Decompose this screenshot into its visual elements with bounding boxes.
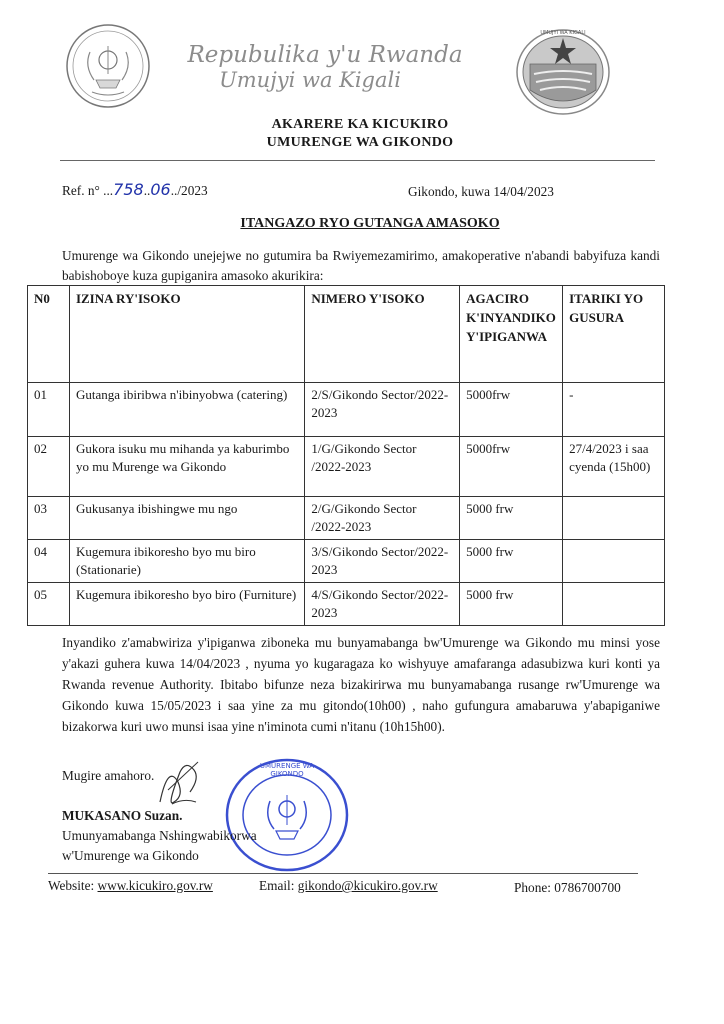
header-divider xyxy=(60,160,655,161)
cell-tender-number: 4/S/Gikondo Sector/2022-2023 xyxy=(305,583,460,626)
reference-suffix: ../2023 xyxy=(170,183,208,198)
table-row xyxy=(28,583,665,626)
table-row xyxy=(28,497,665,540)
reference-dots: ... xyxy=(103,183,114,198)
district-name: AKARERE KA KICUKIRO xyxy=(271,117,449,132)
cell-tender-number: 1/G/Gikondo Sector /2022-2023 xyxy=(305,437,460,497)
tenders-table xyxy=(27,285,665,626)
footer-phone xyxy=(514,880,621,896)
cell-tender-name: Gutanga ibiribwa n'ibinyobwa (catering) xyxy=(69,383,304,437)
cell-no: 02 xyxy=(28,437,70,497)
reference-dots: .. xyxy=(143,183,151,198)
rwanda-coat-of-arms-seal xyxy=(62,22,154,110)
letterhead-country: Repubulika y'u Rwanda xyxy=(187,42,463,68)
cell-visit-date: - xyxy=(563,383,665,437)
cell-document-value: 5000 frw xyxy=(460,583,563,626)
cell-no: 03 xyxy=(28,497,70,540)
cell-tender-number: 2/G/Gikondo Sector /2022-2023 xyxy=(305,497,460,540)
email-label: Email: xyxy=(259,878,295,893)
header-tender-number: NIMERO Y'ISOKO xyxy=(305,286,460,383)
header-document-value: AGACIRO K'INYANDIKO Y'IPIGANWA xyxy=(460,286,563,383)
letterhead-city: Umujyi wa Kigali xyxy=(219,68,401,92)
kigali-city-seal xyxy=(508,20,618,118)
official-stamp xyxy=(222,755,352,875)
email-link[interactable]: gikondo@kicukiro.gov.rw xyxy=(297,878,438,893)
reference-line xyxy=(62,180,362,201)
cell-document-value: 5000 frw xyxy=(460,497,563,540)
table-row xyxy=(28,540,665,583)
table-header-row xyxy=(28,286,665,383)
phone-number: 0786700700 xyxy=(554,880,621,895)
cell-document-value: 5000frw xyxy=(460,383,563,437)
cell-no: 04 xyxy=(28,540,70,583)
reference-prefix: Ref. n° xyxy=(62,183,100,198)
cell-visit-date: 27/4/2023 i saa cyenda (15h00) xyxy=(563,437,665,497)
header-no: N0 xyxy=(28,286,70,383)
intro-paragraph: Umurenge wa Gikondo unejejwe no gutumira ba Rwiyemezamirimo, amakoperative n'abandi babyifuza kandi babishoboye kuza gupiganira amasoko akurikira: xyxy=(62,248,660,283)
table-row xyxy=(28,437,665,497)
website-link[interactable]: www.kicukiro.gov.rw xyxy=(97,878,213,893)
place-and-date: Gikondo, kuwa 14/04/2023 xyxy=(408,184,554,199)
website-label: Website: xyxy=(48,878,95,893)
signatory-title: w'Umurenge wa Gikondo xyxy=(62,848,199,863)
seal-text: UMUJYI WA KIGALI xyxy=(540,30,586,36)
cell-tender-number: 3/S/Gikondo Sector/2022-2023 xyxy=(305,540,460,583)
stamp-text: UMURENGE WA GIKONDO xyxy=(259,762,315,778)
handwritten-signature xyxy=(150,752,210,814)
header-visit-date: ITARIKI YO GUSURA xyxy=(563,286,665,383)
footer-divider xyxy=(48,873,638,874)
instructions-paragraph: Inyandiko z'amabwiriza y'ipiganwa ziboneka mu bunyamabanga bw'Umurenge wa Gikondo mu minsi yose y'akazi guhera kuwa 14/04/2023 , nyuma yo kugaragaza ko wishyuye amafaranga adasubizwa kuri konti ya Rwanda revenue Authority. Ibitabo bifunze neza bizakirirwa mu bunyamabanga rusange rw'Umurenge wa Gikondo kuwa 15/05/2023 i saa yine za mu gitondo(10h00) , naho gufungura amabaruwa y'abapiganiwe bizakorwa kuri uwo munsi isaa yine n'iminota cumi n'itanu (10h15h00). xyxy=(62,635,660,734)
cell-tender-name: Kugemura ibikoresho byo mu biro (Stationarie) xyxy=(69,540,304,583)
table-row xyxy=(28,383,665,437)
reference-code: 06 xyxy=(150,180,171,199)
header-tender-name: IZINA RY'ISOKO xyxy=(69,286,304,383)
cell-visit-date xyxy=(563,497,665,540)
signatory-title: Umunyamabanga Nshingwabikorwa xyxy=(62,828,257,843)
cell-no: 01 xyxy=(28,383,70,437)
cell-visit-date xyxy=(563,540,665,583)
signatory-name: MUKASANO Suzan. xyxy=(62,808,183,823)
cell-tender-number: 2/S/Gikondo Sector/2022-2023 xyxy=(305,383,460,437)
cell-tender-name: Gukusanya ibishingwe mu ngo xyxy=(69,497,304,540)
footer-website xyxy=(48,878,213,894)
cell-tender-name: Kugemura ibikoresho byo biro (Furniture) xyxy=(69,583,304,626)
closing-greeting: Mugire amahoro. xyxy=(62,768,155,783)
cell-document-value: 5000 frw xyxy=(460,540,563,583)
cell-no: 05 xyxy=(28,583,70,626)
reference-number: 758 xyxy=(113,180,144,199)
document-title: ITANGAZO RYO GUTANGA AMASOKO xyxy=(240,216,500,231)
cell-tender-name: Gukora isuku mu mihanda ya kaburimbo yo mu Murenge wa Gikondo xyxy=(69,437,304,497)
footer-email xyxy=(259,878,438,894)
sector-name: UMURENGE WA GIKONDO xyxy=(266,135,454,150)
cell-document-value: 5000frw xyxy=(460,437,563,497)
cell-visit-date xyxy=(563,583,665,626)
phone-label: Phone: xyxy=(514,880,551,895)
